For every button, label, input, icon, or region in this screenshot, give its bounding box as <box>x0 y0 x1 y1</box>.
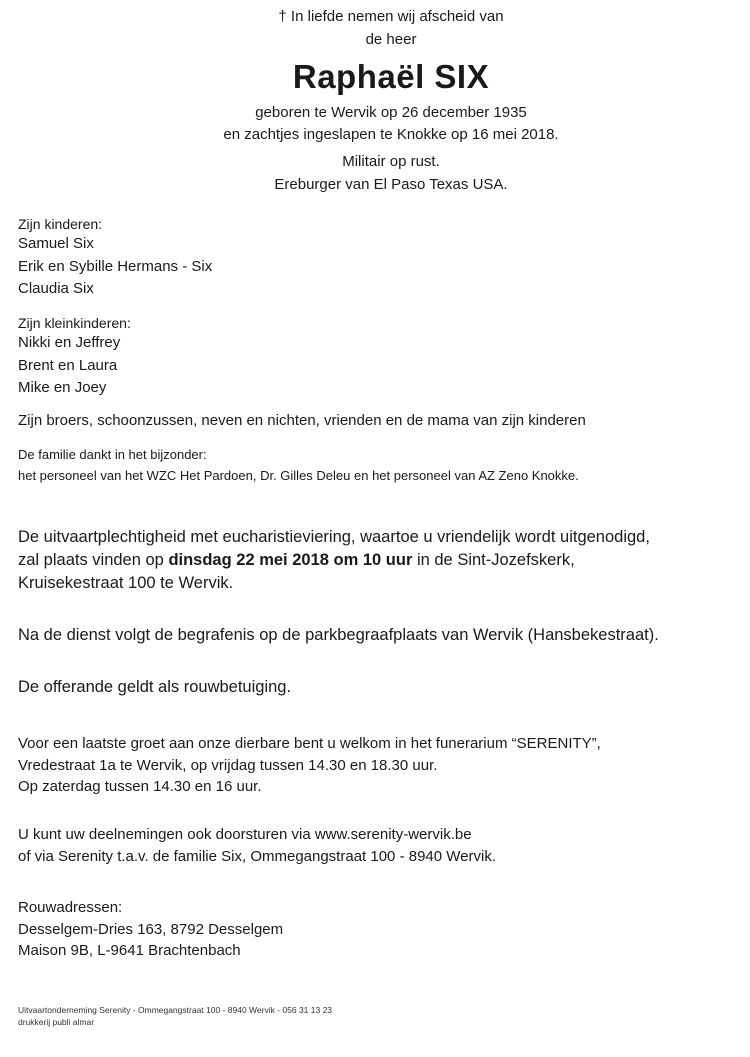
condolences-line-1: U kunt uw deelnemingen ook doorsturen via www.serenity-wervik.be <box>18 826 472 843</box>
deceased-name: Raphaël SIX <box>292 58 490 95</box>
condolences-line-2: of via Serenity t.a.v. de familie Six, Ommegangstraat 100 - 8940 Wervik. <box>18 848 496 865</box>
footer-undertaker: Uitvaartonderneming Serenity - Ommegangstraat 100 - 8940 Wervik - 056 31 13 23 <box>18 1005 333 1015</box>
funeral-line-3: Kruisekestraat 100 te Wervik. <box>18 574 234 592</box>
death-line: en zachtjes ingeslapen te Knokke op 16 mei 2018. <box>223 126 559 143</box>
child-name: Erik en Sybille Hermans - Six <box>18 258 213 275</box>
title-honorary: Ereburger van El Paso Texas USA. <box>274 176 508 193</box>
burial-line: Na de dienst volgt de begrafenis op de parkbegraafplaats van Wervik (Hansbekestraat). <box>18 626 659 644</box>
birth-line: geboren te Wervik op 26 december 1935 <box>255 104 527 121</box>
child-name: Samuel Six <box>18 235 94 252</box>
thanks-text: het personeel van het WZC Het Pardoen, Dr. Gilles Deleu en het personeel van AZ Zeno Knokke. <box>18 468 579 483</box>
funeral-line-2 <box>18 551 575 570</box>
grandchild-name: Brent en Laura <box>18 357 118 374</box>
visit-line-1: Voor een laatste groet aan onze dierbare bent u welkom in het funerarium “SERENITY”, <box>18 735 601 752</box>
relatives-line: Zijn broers, schoonzussen, neven en nichten, vrienden en de mama van zijn kinderen <box>18 412 586 429</box>
funeral-line-1: De uitvaartplechtigheid met eucharistieviering, waartoe u vriendelijk wordt uitgenodigd, <box>18 528 650 546</box>
title-military: Militair op rust. <box>342 153 440 170</box>
children-heading: Zijn kinderen: <box>18 216 103 232</box>
thanks-heading: De familie dankt in het bijzonder: <box>18 447 207 462</box>
funeral-intro: zal plaats vinden op <box>18 551 169 569</box>
funeral-date-time: dinsdag 22 mei 2018 om 10 uur <box>168 551 413 569</box>
address-line: Desselgem-Dries 163, 8792 Desselgem <box>18 921 284 938</box>
child-name: Claudia Six <box>18 280 94 297</box>
funeral-location: in de Sint-Jozefskerk, <box>412 551 575 569</box>
offering-line: De offerande geldt als rouwbetuiging. <box>18 678 292 696</box>
address-line: Maison 9B, L-9641 Brachtenbach <box>18 942 241 959</box>
salutation: de heer <box>365 31 417 48</box>
intro-line: † In liefde nemen wij afscheid van <box>278 8 504 25</box>
grandchild-name: Mike en Joey <box>18 379 107 396</box>
addresses-heading: Rouwadressen: <box>18 899 123 916</box>
footer-printer: drukkerij publi almar <box>18 1017 95 1027</box>
grandchild-name: Nikki en Jeffrey <box>18 334 121 351</box>
visit-line-3: Op zaterdag tussen 14.30 en 16 uur. <box>18 778 262 795</box>
grandchildren-heading: Zijn kleinkinderen: <box>18 315 131 331</box>
visit-line-2: Vredestraat 1a te Wervik, op vrijdag tussen 14.30 en 18.30 uur. <box>18 757 438 774</box>
